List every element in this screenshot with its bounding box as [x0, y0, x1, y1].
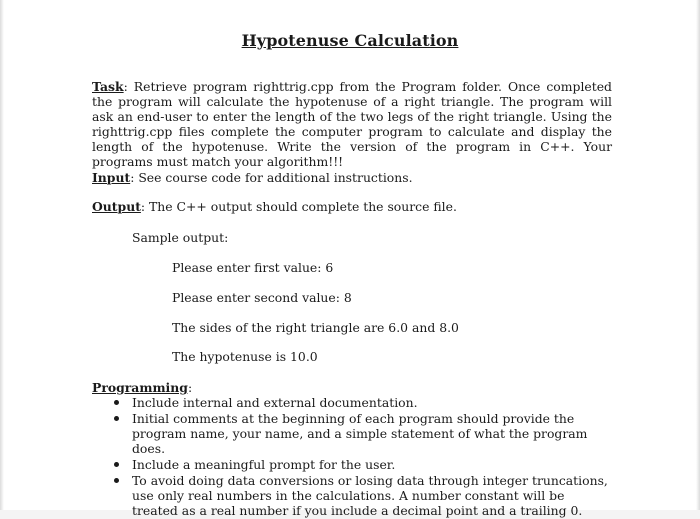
- list-item: [112, 395, 612, 410]
- bullet-text: Include internal and external documentation.: [132, 395, 418, 410]
- list-item: [112, 473, 612, 518]
- programming-label: Programming: [92, 380, 188, 395]
- input-paragraph: [92, 170, 413, 185]
- programming-heading: [92, 380, 192, 395]
- programming-bullet-list: [112, 395, 612, 519]
- input-label: Input: [92, 170, 131, 185]
- task-text: : Retrieve program righttrig.cpp from the Program folder. Once completed the program will calculate the hypotenuse of a right triangle. The program will ask an end-user to enter the length of the two legs of the right triangle. Using the righttrig.cpp files complete the computer program to calculate and display the length of the hypotenuse. Write the version of the program in C++. Your programs must match your algorithm!!!: [92, 79, 612, 169]
- page-title: Hypotenuse Calculation: [241, 31, 459, 50]
- bullet-icon: [114, 400, 119, 405]
- output-text: : The C++ output should complete the source file.: [140, 199, 457, 214]
- bullet-icon: [114, 478, 119, 483]
- list-item: [112, 411, 612, 456]
- bullet-text: To avoid doing data conversions or losing data through integer truncations, use only real numbers in the calculations. A number constant will be treated as a real number if you include a decimal point and a trailing 0.: [132, 473, 608, 518]
- task-paragraph: [92, 79, 612, 169]
- bullet-text: Include a meaningful prompt for the user.: [132, 457, 396, 472]
- task-label: Task: [92, 79, 124, 94]
- list-item: [112, 457, 612, 472]
- bullet-text: Initial comments at the beginning of each program should provide the program name, your name, and a simple statement of what the program does.: [132, 411, 588, 456]
- output-paragraph: [92, 199, 457, 214]
- bullet-icon: [114, 462, 119, 467]
- output-label: Output: [92, 199, 141, 214]
- page-left-edge: [0, 0, 4, 510]
- sample-line-second-value: Please enter second value: 8: [172, 290, 352, 305]
- sample-line-hypotenuse: The hypotenuse is 10.0: [172, 349, 318, 364]
- bullet-icon: [114, 416, 119, 421]
- sample-line-first-value: Please enter first value: 6: [172, 260, 334, 275]
- page-right-edge: [696, 0, 700, 510]
- programming-colon: :: [187, 380, 193, 395]
- sample-line-sides: The sides of the right triangle are 6.0 and 8.0: [172, 320, 459, 335]
- sample-output-heading: Sample output:: [132, 230, 229, 245]
- input-text: : See course code for additional instructions.: [130, 170, 413, 185]
